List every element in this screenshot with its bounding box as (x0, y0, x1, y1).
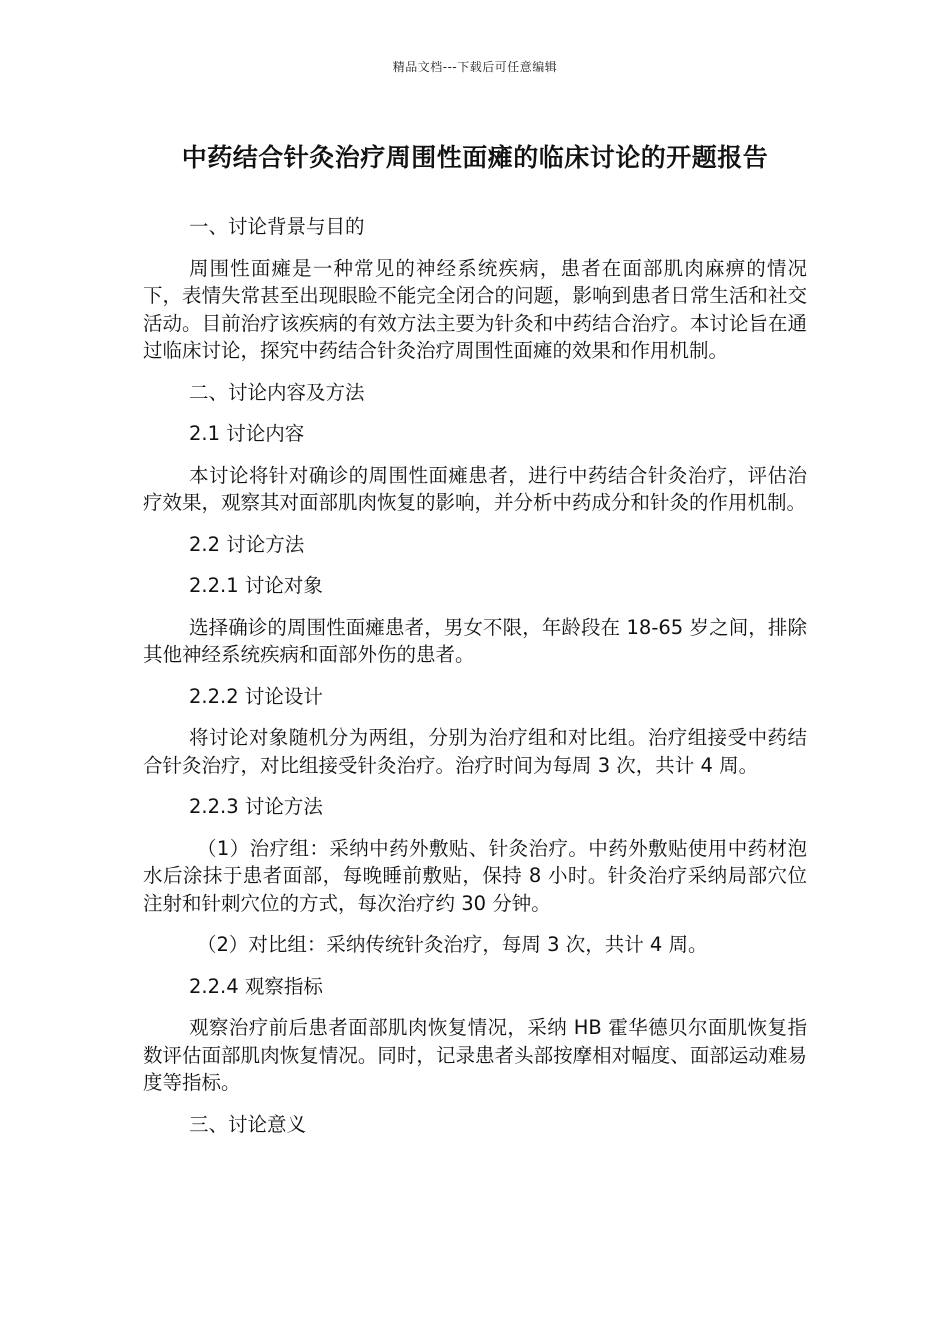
subsection-heading: 2.2.2 讨论设计 (189, 684, 323, 708)
document-title: 中药结合针灸治疗周围性面瘫的临床讨论的开题报告 (181, 143, 769, 172)
body-paragraph: 选择确诊的周围性面瘫患者，男女不限，年龄段在 18-65 岁之间，排除其他神经系统疾病和面部外伤的患者。 (143, 615, 807, 666)
body-paragraph: 将讨论对象随机分为两组，分别为治疗组和对比组。治疗组接受中药结合针灸治疗，对比组接受针灸治疗。治疗时间为每周 3 次，共计 4 周。 (143, 726, 807, 777)
body-paragraph: 观察治疗前后患者面部肌肉恢复情况，采纳 HB 霍华德贝尔面肌恢复指数评估面部肌肉恢复情况。同时，记录患者头部按摩相对幅度、面部运动难易度等指标。 (143, 1016, 807, 1094)
list-item: （2）对比组：采纳传统针灸治疗，每周 3 次，共计 4 周。 (197, 933, 708, 956)
subsection-heading: 2.2.4 观察指标 (189, 974, 323, 998)
document-body (143, 213, 807, 1152)
subsection-heading: 2.1 讨论内容 (189, 422, 305, 445)
body-paragraph: 周围性面瘫是一种常见的神经系统疾病，患者在面部肌肉麻痹的情况下，表情失常甚至出现眼睑不能完全闭合的问题，影响到患者日常生活和社交活动。目前治疗该疾病的有效方法主要为针灸和中药结合治疗。本讨论旨在通过临床讨论，探究中药结合针灸治疗周围性面瘫的效果和作用机制。 (143, 256, 807, 362)
subsection-heading: 2.2.1 讨论对象 (189, 574, 323, 597)
section-heading: 二、讨论内容及方法 (189, 380, 365, 404)
subsection-heading: 2.2.3 讨论方法 (189, 795, 323, 818)
section-heading: 三、讨论意义 (189, 1112, 307, 1136)
list-item: （1）治疗组：采纳中药外敷贴、针灸治疗。中药外敷贴使用中药材泡水后涂抹于患者面部，每晚睡前敷贴，保持 8 小时。针灸治疗采纳局部穴位注射和针刺穴位的方式，每次治疗约 30 分钟。 (143, 836, 807, 915)
subsection-heading: 2.2 讨论方法 (189, 532, 305, 556)
section-heading: 一、讨论背景与目的 (189, 215, 365, 238)
page-header-note: 精品文档---下载后可任意编辑 (392, 60, 558, 74)
body-paragraph: 本讨论将针对确诊的周围性面瘫患者，进行中药结合针灸治疗，评估治疗效果，观察其对面部肌肉恢复的影响，并分析中药成分和针灸的作用机制。 (143, 463, 807, 514)
